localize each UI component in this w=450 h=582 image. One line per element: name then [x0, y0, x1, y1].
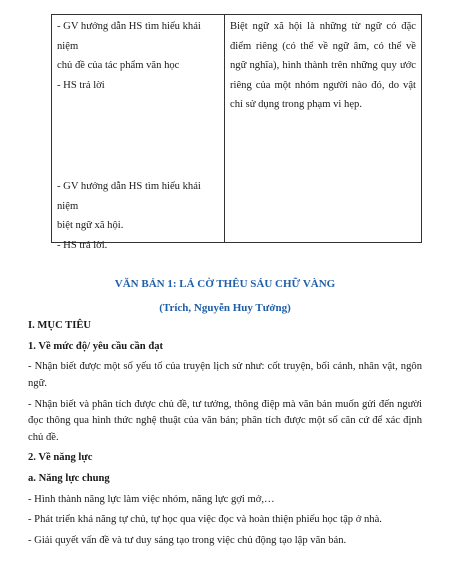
- activity-line: - GV hướng dẫn HS tìm hiểu khái niệm: [57, 181, 201, 212]
- subsection-heading: 1. Về mức độ/ yêu cầu cần đạt: [28, 340, 164, 352]
- activity-line: chủ đề của tác phẩm văn học: [57, 60, 180, 71]
- definition-cell: [225, 15, 422, 243]
- subsection-heading: a. Năng lực chung: [28, 472, 110, 484]
- activity-block-1: [57, 17, 219, 95]
- section-heading: I. MỤC TIÊU: [28, 320, 92, 331]
- activity-line: biệt ngữ xã hội.: [57, 220, 124, 231]
- activity-table: [51, 14, 422, 251]
- subsection-heading: 2. Về năng lực: [28, 452, 93, 464]
- text-title: VĂN BẢN 1: LÁ CỜ THÊU SÁU CHỮ VÀNG: [114, 278, 336, 290]
- activity-line: - GV hướng dẫn HS tìm hiểu khái niệm: [57, 21, 201, 52]
- definition-text: Biệt ngữ xã hội là những từ ngữ có đặc điểm riêng (có thể về ngữ âm, có thể về ngữ nghĩa), hình thành trên những quy ước riêng của một nhóm người nào đó, do vật chỉ sử dụng trong phạm vi hẹp.: [230, 21, 416, 110]
- paragraph: - Nhận biết được một số yếu tố của truyện lịch sử như: cốt truyện, bối cảnh, nhân vật, ngôn ngữ.: [28, 361, 422, 389]
- paragraph: - Phát triển khả năng tự chủ, tự học qua việc đọc và hoàn thiện phiếu học tập ở nhà.: [28, 514, 382, 526]
- paragraph: - Hình thành năng lực làm việc nhóm, năng lực gợi mở,…: [28, 493, 275, 505]
- activity-line: - HS trả lời.: [57, 239, 108, 251]
- objectives-section: [28, 318, 422, 554]
- paragraph: - Giải quyết vấn đề và tư duy sáng tạo trong việc chủ động tạo lập văn bản.: [28, 535, 347, 546]
- activity-line: - HS trả lời: [57, 79, 105, 91]
- paragraph: - Nhận biết và phân tích được chủ đề, tư tưởng, thông điệp mà văn bản muốn gửi đến người đọc thông qua hình thức nghệ thuật của văn bản; phân tích được một số căn cứ để xác định chủ đề.: [28, 398, 422, 443]
- text-subtitle: (Trích, Nguyễn Huy Tưởng): [159, 302, 291, 314]
- table-row: [52, 15, 422, 243]
- teacher-activity-cell: [52, 15, 225, 251]
- activity-block-2: [57, 177, 219, 255]
